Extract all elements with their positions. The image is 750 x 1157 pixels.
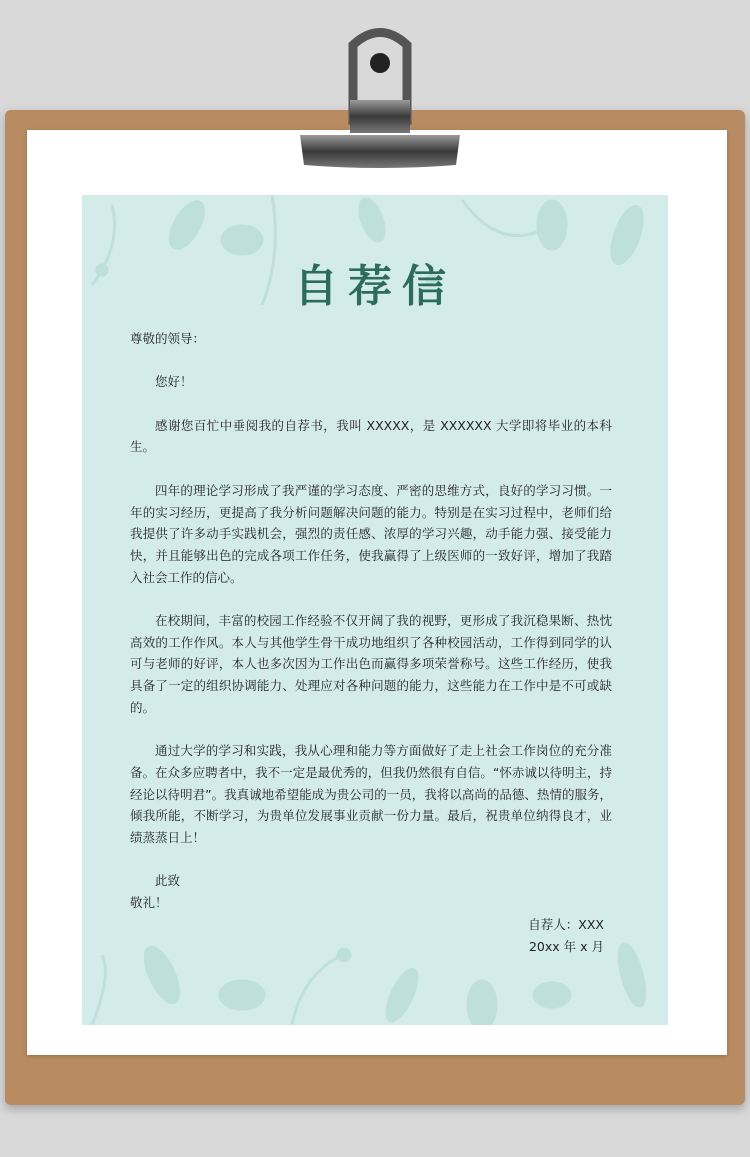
page-title: 自荐信 (294, 261, 456, 312)
letter-panel (82, 195, 668, 1025)
letter-body (130, 328, 612, 957)
closing-line-2: 敬礼！ (130, 895, 168, 911)
signature: 自荐人：XXX (528, 916, 604, 932)
paragraph: 通过大学的学习和实践，我从心理和能力等方面做好了走上社会工作岗位的充分准备。在众多应聘者中，我不一定是最优秀的，但我仍然很有自信。“怀赤诚以待明主，持经论以待明君”。我真诚地希望能成为贵公司的一员，我将以高尚的品德、热情的服务，倾我所能，不断学习，为贵单位发展事业贡献一份力量。最后，祝贵单位纳得良才，业绩蒸蒸日上！ (130, 743, 612, 846)
greeting: 您好！ (155, 374, 193, 390)
binder-clip-icon (298, 25, 462, 170)
date: 20xx 年 x 月 (528, 938, 604, 954)
salutation: 尊敬的领导： (130, 331, 206, 346)
closing-line-1: 此致 (155, 873, 181, 889)
paragraph: 在校期间，丰富的校园工作经验不仅开阔了我的视野，更形成了我沉稳果断、热忱高效的工作作风。本人与其他学生骨干成功地组织了各种校园活动，工作得到同学的认可与老师的好评，本人也多次因为工作出色而赢得多项荣誉称号。这些工作经历，使我具备了一定的组织协调能力、处理应对各种问题的能力，这些能力在工作中是不可或缺的。 (130, 613, 612, 715)
paragraph: 感谢您百忙中垂阅我的自荐书，我叫 XXXXX，是 XXXXXX 大学即将毕业的本科生。 (130, 417, 612, 455)
paragraph: 四年的理论学习形成了我严谨的学习态度、严密的思维方式，良好的学习习惯。一年的实习经历，更提高了我分析问题解决问题的能力。特别是在实习过程中，老师们给我提供了许多动手实践机会，强烈的责任感、浓厚的学习兴趣，动手能力强、接受能力快，并且能够出色的完成各项工作任务，使我赢得了上级医师的一致好评，增加了我踏入社会工作的信心。 (130, 482, 612, 585)
